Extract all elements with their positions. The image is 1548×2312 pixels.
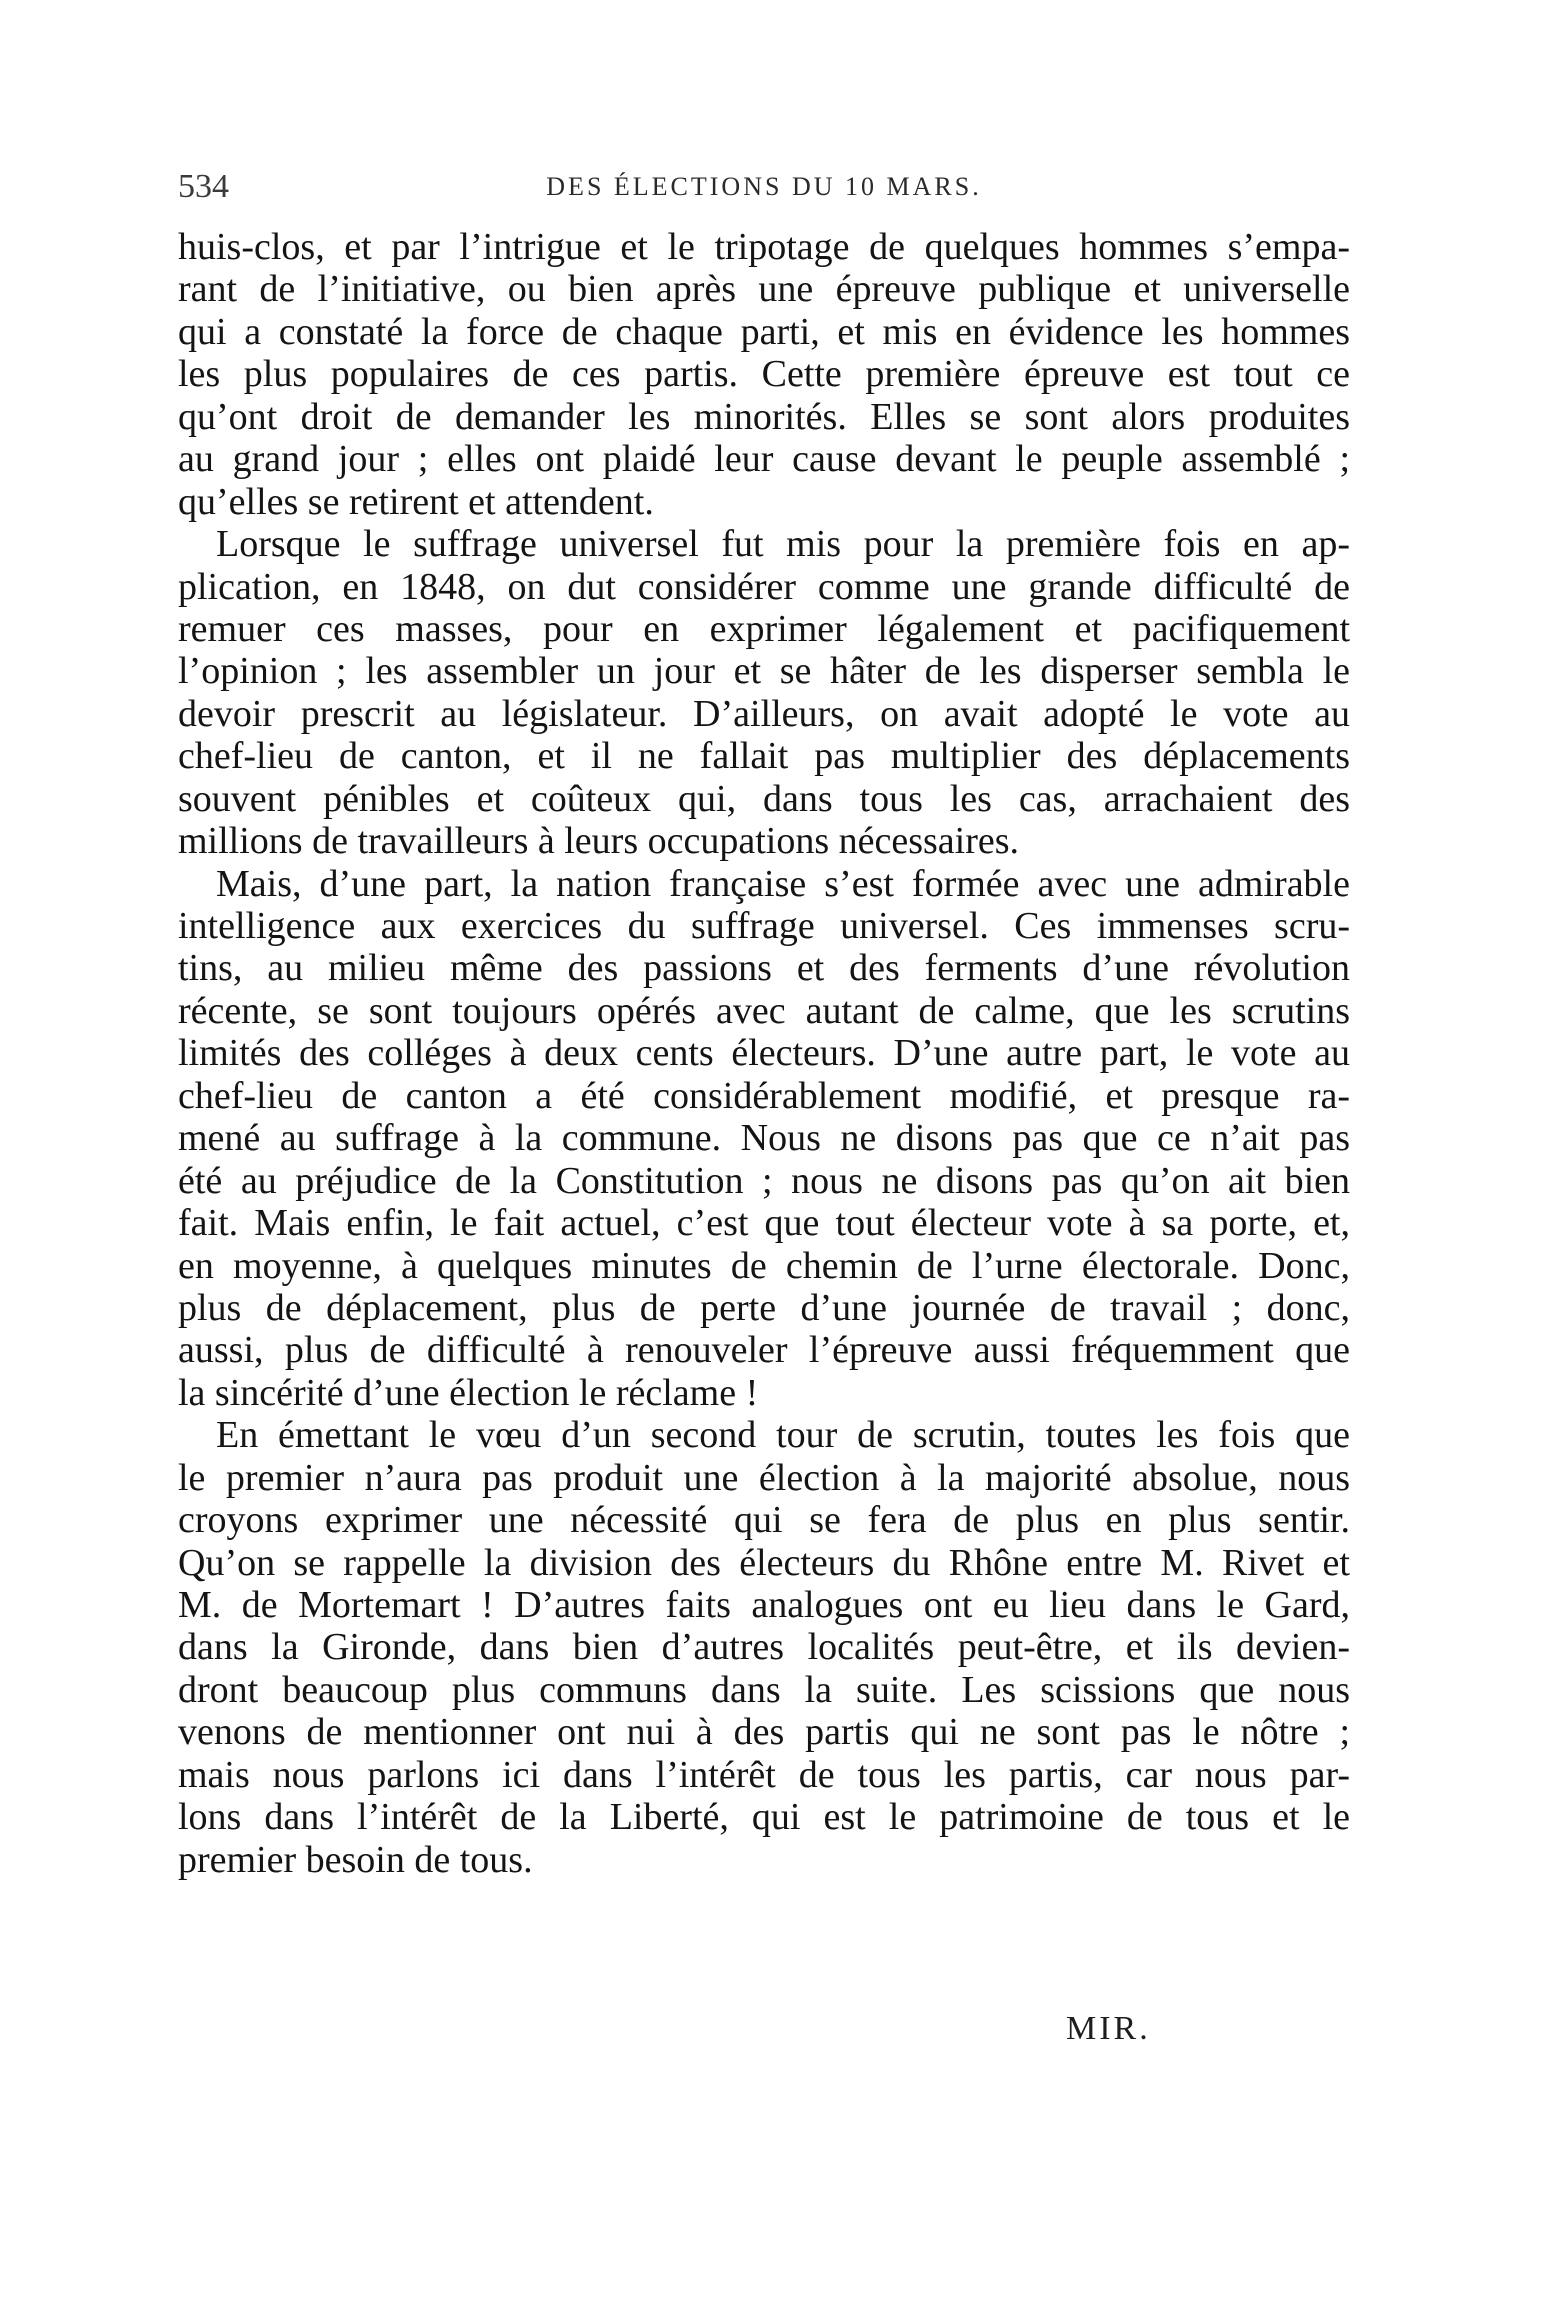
paragraph: [178, 523, 1350, 863]
text-line: En émettant le vœu d’un second tour de scrutin, toutes les fois que: [216, 1414, 1350, 1457]
paragraph: [178, 863, 1350, 1415]
text-line: fait. Mais enfin, le fait actuel, c’est que tout électeur vote à sa porte, et,: [178, 1202, 1350, 1245]
text-line: souvent pénibles et coûteux qui, dans tous les cas, arrachaient des: [178, 777, 1350, 820]
text-line: millions de travailleurs à leurs occupations nécessaires.: [178, 820, 1020, 863]
text-line: limités des colléges à deux cents électeurs. D’une autre part, le vote au: [178, 1032, 1350, 1075]
text-line: qu’elles se retirent et attendent.: [178, 480, 654, 523]
text-line: chef-lieu de canton, et il ne fallait pas multiplier des déplacements: [178, 735, 1350, 778]
page-number: 534: [178, 168, 229, 205]
text-line: plication, en 1848, on dut considérer comme une grande difficulté de: [178, 565, 1350, 608]
text-line: aussi, plus de difficulté à renouveler l’épreuve aussi fréquemment que: [178, 1329, 1350, 1372]
text-line: dans la Gironde, dans bien d’autres localités peut-être, et ils devien-: [178, 1626, 1350, 1669]
text-line: lons dans l’intérêt de la Liberté, qui est le patrimoine de tous et le: [178, 1796, 1350, 1839]
paragraph: [178, 1414, 1350, 1881]
text-line: premier besoin de tous.: [178, 1838, 533, 1881]
text-line: en moyenne, à quelques minutes de chemin de l’urne électorale. Donc,: [178, 1244, 1350, 1287]
running-head: [178, 162, 1350, 212]
text-line: mené au suffrage à la commune. Nous ne disons pas que ce n’ait pas: [178, 1117, 1350, 1160]
body-text: [178, 226, 1350, 1881]
text-line: devoir prescrit au législateur. D’ailleurs, on avait adopté le vote au: [178, 692, 1350, 735]
text-line: mais nous parlons ici dans l’intérêt de tous les partis, car nous par-: [178, 1753, 1350, 1796]
text-line: rant de l’initiative, ou bien après une épreuve publique et universelle: [178, 268, 1350, 311]
text-line: récente, se sont toujours opérés avec autant de calme, que les scrutins: [178, 989, 1350, 1032]
text-line: remuer ces masses, pour en exprimer légalement et pacifiquement: [178, 607, 1350, 650]
paragraph: [178, 226, 1350, 523]
text-line: venons de mentionner ont nui à des partis qui ne sont pas le nôtre ;: [178, 1711, 1350, 1754]
text-line: qu’ont droit de demander les minorités. Elles se sont alors produites: [178, 395, 1350, 438]
text-line: M. de Mortemart ! D’autres faits analogues ont eu lieu dans le Gard,: [178, 1584, 1350, 1626]
author-signature: MIR.: [1066, 2010, 1151, 2047]
text-line: la sincérité d’une élection le réclame !: [178, 1371, 759, 1414]
text-line: plus de déplacement, plus de perte d’une journée de travail ; donc,: [178, 1286, 1350, 1329]
text-line: été au préjudice de la Constitution ; nous ne disons pas qu’on ait bien: [178, 1159, 1350, 1202]
text-line: croyons exprimer une nécessité qui se fera de plus en plus sentir.: [178, 1499, 1350, 1542]
text-line: Mais, d’une part, la nation française s’est formée avec une admirable: [216, 862, 1350, 905]
text-line: tins, au milieu même des passions et des ferments d’une révolution: [178, 947, 1350, 990]
text-line: Lorsque le suffrage universel fut mis pour la première fois en ap-: [216, 523, 1350, 566]
text-line: qui a constaté la force de chaque parti, et mis en évidence les hommes: [178, 310, 1350, 353]
text-line: Qu’on se rappelle la division des électeurs du Rhône entre M. Rivet et: [178, 1541, 1350, 1584]
text-line: au grand jour ; elles ont plaidé leur cause devant le peuple assemblé ;: [178, 438, 1350, 481]
text-line: intelligence aux exercices du suffrage universel. Ces immenses scru-: [178, 905, 1350, 947]
running-title: DES ÉLECTIONS DU 10 MARS.: [546, 172, 982, 201]
text-line: les plus populaires de ces partis. Cette première épreuve est tout ce: [178, 353, 1350, 396]
text-line: dront beaucoup plus communs dans la suite. Les scissions que nous: [178, 1668, 1350, 1711]
text-line: l’opinion ; les assembler un jour et se hâter de les disperser sembla le: [178, 650, 1350, 693]
text-line: huis-clos, et par l’intrigue et le tripotage de quelques hommes s’empa-: [178, 226, 1350, 268]
text-line: chef-lieu de canton a été considérablement modifié, et presque ra-: [178, 1074, 1350, 1117]
text-line: le premier n’aura pas produit une élection à la majorité absolue, nous: [178, 1456, 1350, 1499]
